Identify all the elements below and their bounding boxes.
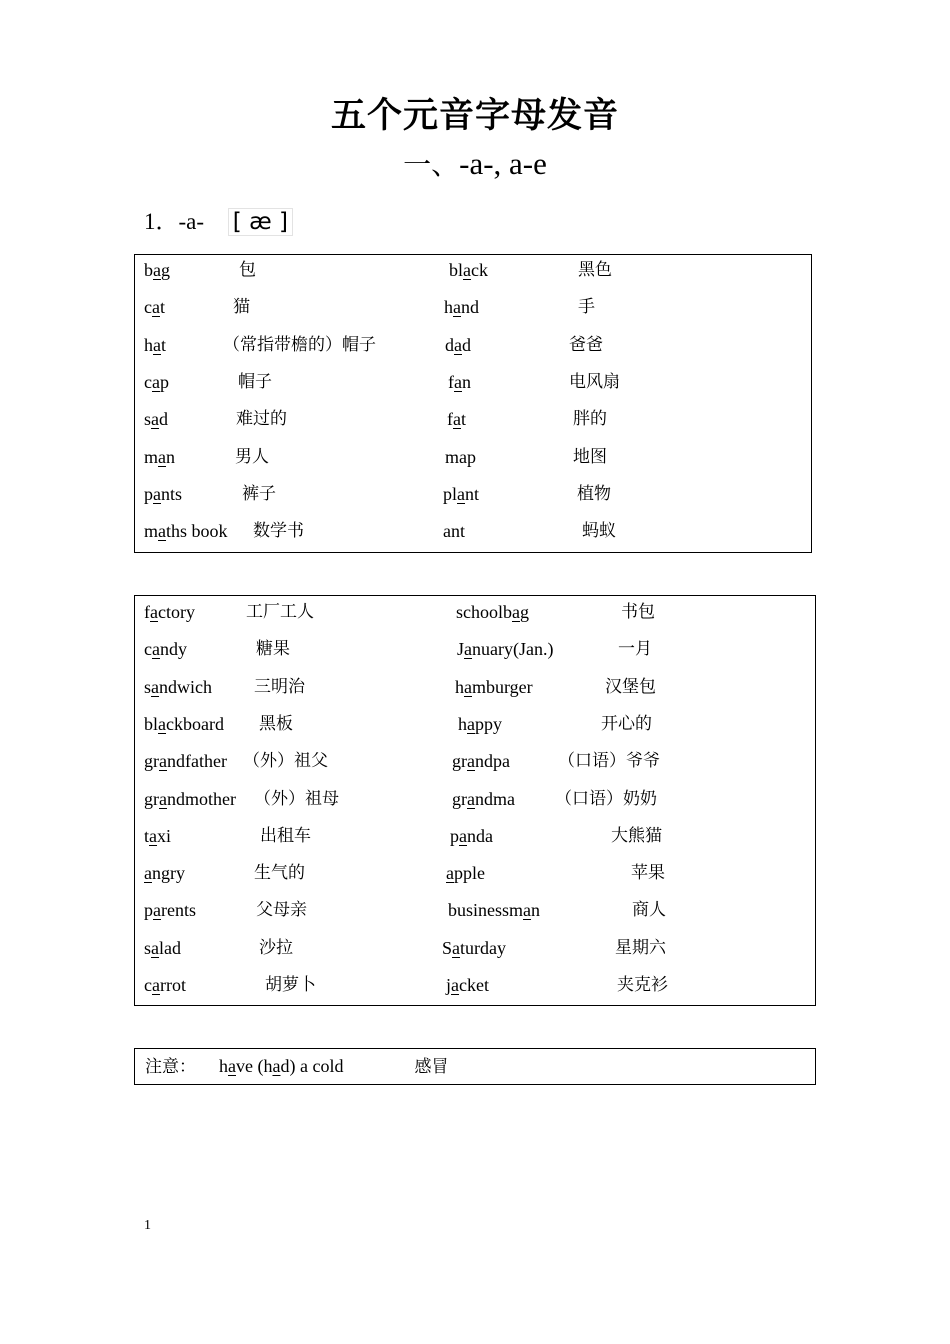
word-right: apple [446, 863, 485, 884]
meaning-left: 男人 [235, 446, 269, 467]
table-row [135, 367, 811, 397]
table-row [135, 404, 811, 434]
meaning-right: 夹克衫 [617, 975, 668, 995]
meaning-right: 开心的 [601, 713, 652, 734]
meaning-right: 胖的 [573, 409, 607, 430]
word-left: bag [144, 260, 170, 280]
word-right: grandpa [452, 751, 510, 772]
table-row [135, 895, 815, 925]
table-row [135, 516, 811, 546]
table-row [135, 858, 815, 888]
section-heading [144, 203, 293, 236]
word-left: hat [144, 334, 167, 355]
meaning-left: （外）祖母 [254, 788, 339, 809]
word-right: ant [443, 521, 465, 542]
table-row [135, 442, 811, 472]
meaning-left: 包 [239, 260, 256, 280]
word-left: salad [144, 937, 182, 958]
word-left: maths book [144, 521, 228, 542]
meaning-left: 沙拉 [259, 937, 293, 958]
meaning-left: 数学书 [253, 521, 304, 542]
meaning-right: 黑色 [578, 260, 612, 280]
meaning-right: 汉堡包 [605, 676, 656, 697]
word-right: fan [448, 371, 471, 392]
vocab-table-2 [134, 595, 816, 1006]
meaning-left: 难过的 [236, 409, 287, 430]
table-row [135, 292, 811, 322]
word-right: hand [444, 297, 479, 318]
meaning-right: 植物 [577, 483, 611, 504]
meaning-right: 书包 [621, 602, 655, 622]
table-row [135, 970, 815, 1000]
meaning-left: 猫 [233, 297, 250, 318]
meaning-right: 电风扇 [569, 371, 620, 392]
table-row [135, 634, 815, 664]
page-number: 1 [144, 1218, 151, 1233]
word-right: Saturday [442, 937, 506, 958]
section-label: 1．-a- [144, 209, 205, 234]
table-row [135, 330, 811, 360]
ipa-symbol: [ æ ] [228, 208, 293, 236]
note-box [134, 1048, 816, 1085]
table-row [135, 672, 815, 702]
word-right: plant [443, 483, 480, 504]
note-meaning: 感冒 [414, 1057, 449, 1077]
table-row [135, 479, 811, 509]
word-right: map [445, 446, 476, 467]
table-row [135, 597, 815, 627]
word-left: sad [144, 409, 169, 430]
word-right: panda [450, 825, 493, 846]
word-left: grandmother [144, 788, 236, 809]
meaning-left: （常指带檐的）帽子 [223, 334, 376, 355]
meaning-right: 商人 [632, 900, 666, 921]
meaning-right: （口语）奶奶 [555, 788, 657, 809]
word-right: businessman [448, 900, 541, 921]
meaning-right: 大熊猫 [611, 825, 662, 846]
word-left: cat [144, 297, 166, 318]
word-right: schoolbag [456, 602, 529, 622]
meaning-left: 工厂工人 [246, 602, 314, 622]
table-row [135, 709, 815, 739]
page-title: 五个元音字母发音 [330, 96, 619, 136]
note-line [145, 1049, 448, 1083]
meaning-left: 帽子 [238, 371, 272, 392]
table-row [135, 933, 815, 963]
word-left: grandfather [144, 751, 227, 772]
word-right: happy [458, 713, 502, 734]
word-right: January(Jan.) [457, 639, 554, 660]
word-right: jacket [446, 975, 489, 995]
word-left: parents [144, 900, 196, 921]
note-phrase: have (had) a cold [219, 1056, 344, 1076]
meaning-left: 生气的 [254, 863, 305, 884]
meaning-right: 星期六 [615, 937, 666, 958]
meaning-right: 爸爸 [569, 334, 603, 355]
word-left: taxi [144, 825, 172, 846]
word-left: carrot [144, 975, 186, 995]
word-left: candy [144, 639, 187, 660]
meaning-left: 胡萝卜 [265, 975, 316, 995]
meaning-right: （口语）爷爷 [558, 751, 660, 772]
table-row [135, 255, 811, 285]
meaning-right: 苹果 [631, 863, 665, 884]
meaning-right: 手 [578, 297, 595, 318]
word-left: cap [144, 371, 169, 392]
meaning-left: 三明治 [254, 676, 305, 697]
meaning-left: 出租车 [260, 825, 311, 846]
word-right: black [449, 260, 489, 280]
page-subtitle [0, 143, 950, 183]
word-right: grandma [452, 788, 515, 809]
meaning-right: 地图 [573, 446, 607, 467]
table-row [135, 784, 815, 814]
word-right: hamburger [455, 676, 533, 697]
note-label: 注意： [145, 1057, 196, 1077]
meaning-right: 蚂蚁 [582, 521, 616, 542]
meaning-left: 父母亲 [256, 900, 307, 921]
word-left: blackboard [144, 713, 224, 734]
word-left: angry [144, 863, 185, 884]
word-left: man [144, 446, 176, 467]
word-left: sandwich [144, 676, 213, 697]
table-row [135, 821, 815, 851]
vocab-table-1 [134, 254, 812, 553]
word-right: fat [447, 409, 467, 430]
meaning-left: （外）祖父 [243, 751, 328, 772]
meaning-left: 糖果 [256, 639, 290, 660]
word-left: pants [144, 483, 183, 504]
subtitle-pattern: -a-, a-e [459, 146, 547, 181]
meaning-left: 黑板 [259, 713, 293, 734]
word-left: factory [144, 602, 195, 622]
meaning-left: 裤子 [242, 483, 276, 504]
table-row [135, 746, 815, 776]
subtitle-number: 一、 [403, 148, 460, 181]
word-right: dad [445, 334, 471, 355]
meaning-right: 一月 [618, 639, 652, 660]
